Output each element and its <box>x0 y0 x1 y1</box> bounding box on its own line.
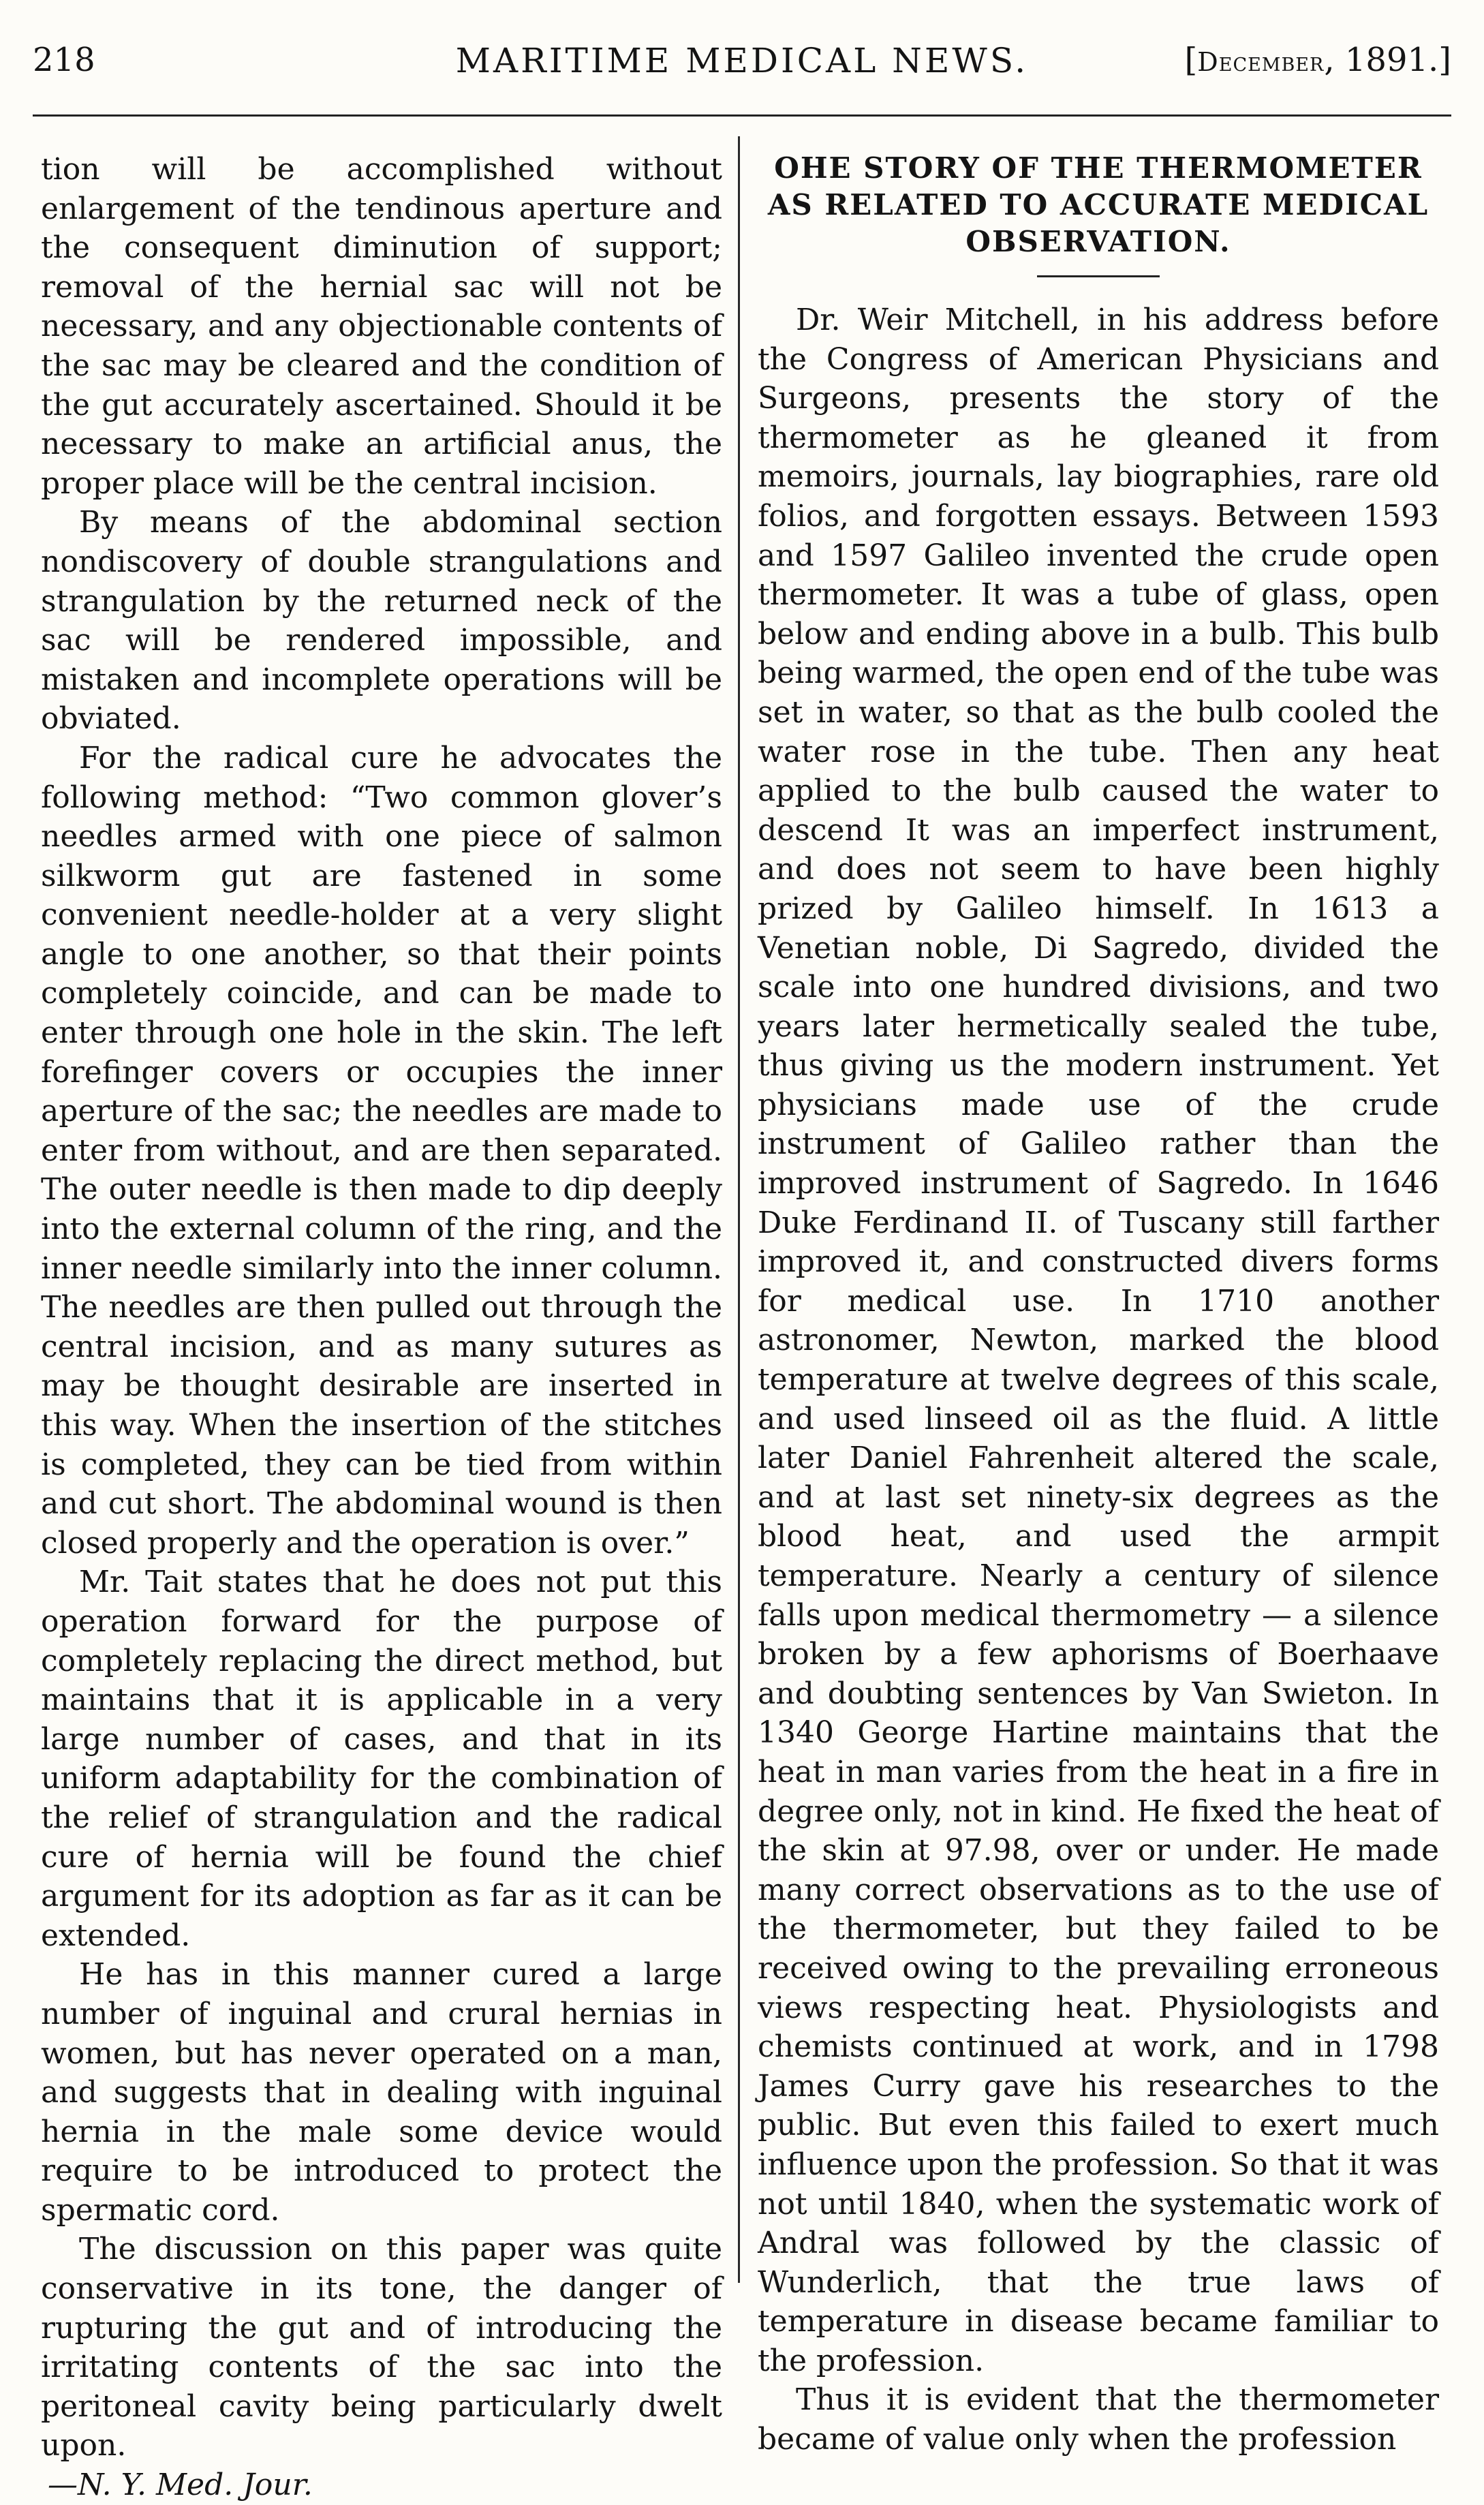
journal-title: MARITIME MEDICAL NEWS. <box>455 41 1029 80</box>
issue-date <box>1185 41 1451 79</box>
column-divider <box>738 136 740 2283</box>
issue-year: , 1891.] <box>1324 41 1451 79</box>
left-column <box>41 150 722 2503</box>
page-number: 218 <box>33 41 95 79</box>
issue-date-open: [ <box>1184 41 1198 79</box>
paragraph: For the radical cure he advocates the following method: “Two common glover’s needles armed with one piece of salmon silkworm gut are fastened in some convenient needle-holder at a very slight angle to one another, so that their points completely coincide, and can be made to enter through one hole in the skin. The left forefinger covers or occupies the inner aperture of the sac; the needles are made to enter from without, and are then separated. The outer needle is then made to dip deeply into the external column of the ring, and the inner needle similarly into the inner column. The needles are then pulled out through the central incision, and as many sutures as may be thought desirable are inserted in this way. When the insertion of the stitches is completed, they can be tied from within and cut short. The abdominal wound is then closed properly and the operation is over.” <box>41 740 722 1561</box>
running-header <box>33 41 1451 102</box>
paragraph: He has in this manner cured a large number of inguinal and crural hernias in women, but has never operated on a man, and suggests that in dealing with inguinal hernia in the male some device would require to be introduced to protect the spermatic cord. <box>41 1957 722 2228</box>
paragraph: Thus it is evident that the thermometer became of value only when the profession <box>758 2382 1439 2457</box>
paragraph-continued: tion will be accomplished without enlargement of the tendinous aperture and the consequent diminution of support; removal of the hernial sac will not be necessary, and any objectionable contents of the sac may be cleared and the condition of the gut accurately ascertained. Should it be necessary to make an artificial anus, the proper place will be the central incision. <box>41 152 722 501</box>
paragraph: By means of the abdominal section nondiscovery of double strangulations and strangulation by the returned neck of the sac will be rendered impossible, and mistaken and incomplete operations will be obviated. <box>41 505 722 737</box>
paragraph: Dr. Weir Mitchell, in his address before the Congress of American Physicians and Surgeons, presents the story of the thermometer as he gleaned it from memoirs, journals, lay biographies, rare old folios, and forgotten essays. Between 1593 and 1597 Galileo invented the crude open thermometer. It was a tube of glass, open below and ending above in a bulb. This bulb being warmed, the open end of the tube was set in water, so that as the bulb cooled the water rose in the tube. Then any heat applied to the bulb caused the water to descend It was an imperfect instrument, and does not seem to have been highly prized by Galileo himself. In 1613 a Venetian noble, Di Sagredo, divided the scale into one hundred divisions, and two years later hermetically sealed the tube, thus giving us the modern instrument. Yet physicians made use of the crude instrument of Galileo rather than the improved instrument of Sagredo. In 1646 Duke Ferdinand II. of Tuscany still farther improved it, and constructed divers forms for medical use. In 1710 another astronomer, Newton, marked the blood temperature at twelve degrees of this scale, and used linseed oil as the fluid. A little later Daniel Fahrenheit altered the scale, and at last set ninety-six degrees as the blood heat, and used the armpit temperature. Nearly a century of silence falls upon medical thermometry — a silence broken by a few aphorisms of Boerhaave and doubting sentences by Van Swieton. In 1340 George Hartine maintains that the heat in man varies from the heat in a fire in degree only, not in kind. He fixed the heat of the skin at 97.98, over or under. He made many correct observations as to the use of the thermometer, but they failed to be received owing to the prevailing erroneous views respecting heat. Physiologists and chemists continued at work, and in 1798 James Curry gave his researches to the public. But even this failed to exert much influence upon the profession. So that it was not until 1840, when the systematic work of Andral was followed by the classic of Wunderlich, that the true laws of temperature in disease became familiar to the profession. <box>758 303 1439 2378</box>
title-rule <box>1037 275 1160 277</box>
right-column <box>758 150 1439 2457</box>
source-citation: —N. Y. Med. Jour. <box>48 2468 313 2503</box>
article-title: OHE STORY OF THE THERMOMETER AS RELATED TO ACCURATE MEDICAL OBSERVATION. <box>767 151 1429 258</box>
issue-month: December <box>1197 47 1325 77</box>
paragraph: Mr. Tait states that he does not put this operation forward for the purpose of completely replacing the direct method, but maintains that it is applicable in a very large number of cases, and that in its uniform adaptability for the combination of the relief of strangulation and the radical cure of hernia will be found the chief argument for its adoption as far as it can be extended. <box>41 1565 722 1953</box>
paragraph: The discussion on this paper was quite conservative in its tone, the danger of rupturing the gut and of introducing the irritating contents of the sac into the peritoneal cavity being particularly dwelt upon. <box>41 2232 722 2463</box>
header-rule <box>33 114 1451 117</box>
